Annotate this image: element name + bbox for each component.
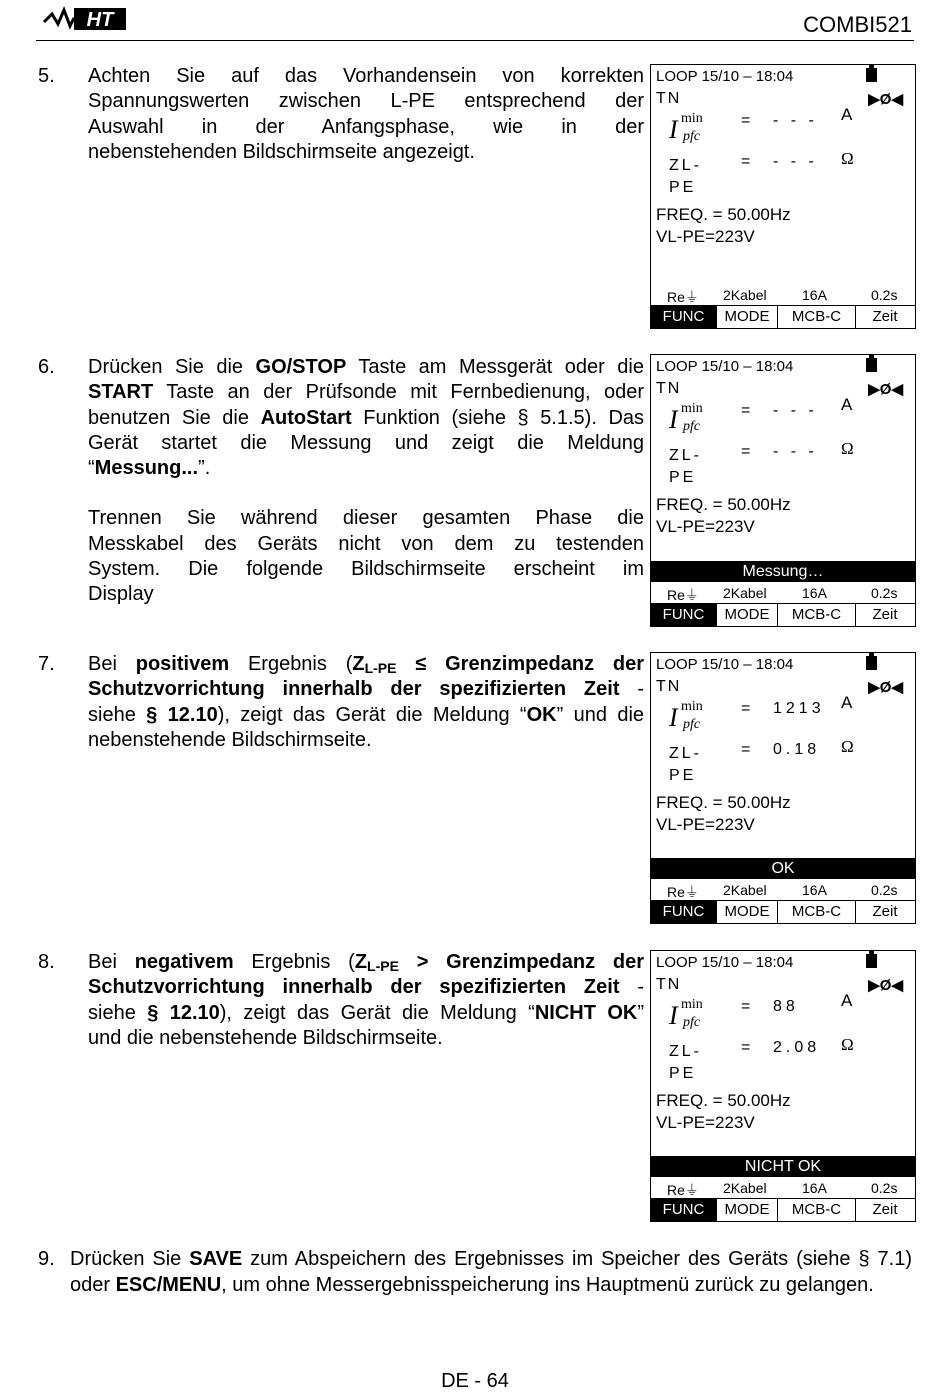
param-earth: Re⏚	[667, 1182, 699, 1198]
text-line: START Taste an der Prüfsonde mit Fernbedienung, oder	[88, 381, 644, 404]
model-name: COMBI521	[803, 12, 912, 37]
svg-text:HT: HT	[86, 9, 114, 31]
zlpe-label: ZL- PE	[669, 745, 702, 784]
text-line: Auswahl in der Anfangsphase, wie in der	[88, 115, 644, 138]
param-earth: Re⏚	[667, 289, 699, 305]
phase-rotation-icon: ▶Ø◀	[868, 381, 903, 398]
param-time: 0.2s	[871, 882, 898, 898]
text-line: siehe § 12.10), zeigt das Gerät die Meldung “NICHT OK”	[88, 1001, 644, 1024]
param-current: 16A	[802, 1180, 827, 1196]
function-key-bar	[651, 1198, 915, 1221]
time-key[interactable]: Zeit	[872, 606, 898, 623]
ipfc-unit: A	[841, 395, 853, 414]
zlpe-unit: Ω	[841, 737, 854, 756]
param-earth: Re⏚	[667, 884, 699, 900]
lcd-screen: LOOP 15/10 – 18:04 TN ▶Ø◀ I min pfc = 88 A ZL- PE = 2.08 Ω FREQ. = 50.00Hz VL-PE=223V NICHT OK Re⏚ 2Kabel 16A 0.2s FUNC MODE MCB-C Zeit	[650, 950, 916, 1222]
screen-header: LOOP 15/10 – 18:04	[656, 954, 794, 971]
param-current: 16A	[802, 287, 827, 303]
param-leads: 2Kabel	[723, 585, 767, 601]
mode-key[interactable]: MODE	[717, 1199, 778, 1221]
voltage-readout: VL-PE=223V	[656, 227, 755, 246]
lcd-screen: LOOP 15/10 – 18:04 TN ▶Ø◀ I min pfc = 1213 A ZL- PE = 0.18 Ω FREQ. = 50.00Hz VL-PE=223V OK Re⏚ 2Kabel 16A 0.2s FUNC MODE MCB-C Zeit	[650, 652, 916, 924]
zlpe-equals: =	[741, 1039, 751, 1056]
step-7	[38, 652, 644, 753]
frequency-readout: FREQ. = 50.00Hz	[656, 205, 791, 224]
ipfc-equals: =	[741, 998, 751, 1015]
zlpe-label: ZL- PE	[669, 157, 702, 196]
step-5	[38, 64, 644, 165]
zlpe-label: ZL- PE	[669, 1043, 702, 1082]
lcd-screen: LOOP 15/10 – 18:04 TN ▶Ø◀ I min pfc = - - - A ZL- PE = - - - Ω FREQ. = 50.00Hz VL-PE=223V Re⏚ 2Kabel 16A 0.2s FUNC MODE MCB-C Zeit	[650, 64, 916, 329]
text-line: Schutzvorrichtung innerhalb der spezifizierten Zeit -	[88, 678, 644, 701]
param-current: 16A	[802, 882, 827, 898]
parameter-row	[651, 880, 915, 901]
battery-icon	[866, 68, 877, 82]
text-line: Schutzvorrichtung innerhalb der spezifizierten Zeit -	[88, 976, 644, 999]
ipfc-unit: A	[841, 105, 853, 124]
text-line: und die nebenstehende Bildschirmseite.	[88, 1026, 443, 1049]
frequency-readout: FREQ. = 50.00Hz	[656, 1091, 791, 1110]
step-number: 8.	[38, 951, 55, 973]
step-9-text: Drücken Sie SAVE zum Abspeichern des Ergebnisses im Speicher des Geräts (siehe § 7.1) oder ESC/MENU, um ohne Messergebnisspeicherung ins Hauptmenü zurück zu gelangen.	[70, 1248, 912, 1296]
zlpe-value: 0.18	[773, 741, 821, 758]
text-line: “Messung...”.	[88, 457, 211, 480]
time-key[interactable]: Zeit	[872, 308, 898, 325]
zlpe-value: 2.08	[773, 1039, 821, 1056]
param-leads: 2Kabel	[723, 882, 767, 898]
phase-rotation-icon: ▶Ø◀	[868, 679, 903, 696]
text-line: Bei negativem Ergebnis ($Z_{L-PE}$ > Grenzimpedanz der	[88, 951, 644, 974]
step-9	[38, 1247, 912, 1298]
param-leads: 2Kabel	[723, 1180, 767, 1196]
ipfc-value: - - -	[773, 402, 818, 419]
param-time: 0.2s	[871, 1180, 898, 1196]
mcb-key[interactable]: MCB-C	[778, 306, 856, 328]
header-rule	[36, 40, 914, 41]
frequency-readout: FREQ. = 50.00Hz	[656, 793, 791, 812]
zlpe-value: - - -	[773, 443, 818, 460]
zlpe-equals: =	[741, 153, 751, 170]
text-line: Trennen Sie während dieser gesamten Phase die	[88, 507, 644, 530]
voltage-readout: VL-PE=223V	[656, 815, 755, 834]
status-message: NICHT OK	[651, 1156, 915, 1177]
text-line: Spannungswerten zwischen L-PE entsprechend der	[88, 90, 644, 113]
screen-header: LOOP 15/10 – 18:04	[656, 358, 794, 375]
battery-icon	[866, 656, 877, 670]
frequency-readout: FREQ. = 50.00Hz	[656, 495, 791, 514]
step-number: 7.	[38, 653, 55, 675]
mcb-key[interactable]: MCB-C	[778, 604, 856, 626]
text-line: Display	[88, 583, 154, 606]
zlpe-value: - - -	[773, 153, 818, 170]
phase-rotation-icon: ▶Ø◀	[868, 977, 903, 994]
ht-logo	[40, 4, 130, 34]
text-line: System. Die folgende Bildschirmseite erscheint im	[88, 558, 644, 581]
system-type: TN	[656, 976, 682, 993]
step-number: 6.	[38, 356, 55, 378]
zlpe-unit: Ω	[841, 439, 854, 458]
mode-key[interactable]: MODE	[717, 901, 778, 923]
mode-key[interactable]: MODE	[717, 604, 778, 626]
step-number: 5.	[38, 65, 55, 87]
screen-header: LOOP 15/10 – 18:04	[656, 656, 794, 673]
func-key[interactable]: FUNC	[651, 1199, 717, 1221]
text-line: Messkabel des Geräts nicht von dem zu testenden	[88, 532, 644, 555]
ipfc-value: - - -	[773, 112, 818, 129]
system-type: TN	[656, 380, 682, 397]
param-earth: Re⏚	[667, 587, 699, 603]
mcb-key[interactable]: MCB-C	[778, 1199, 856, 1221]
status-message: Messung…	[651, 561, 915, 582]
parameter-row	[651, 583, 915, 604]
time-key[interactable]: Zeit	[872, 1201, 898, 1218]
ipfc-unit: A	[841, 991, 853, 1010]
text-line: Achten Sie auf das Vorhandensein von korrekten	[88, 65, 644, 87]
ipfc-value: 88	[773, 998, 799, 1015]
param-time: 0.2s	[871, 585, 898, 601]
lcd-screen: LOOP 15/10 – 18:04 TN ▶Ø◀ I min pfc = - - - A ZL- PE = - - - Ω FREQ. = 50.00Hz VL-PE=223V Messung… Re⏚ 2Kabel 16A 0.2s FUNC MODE MCB-C Zeit	[650, 354, 916, 627]
battery-icon	[866, 954, 877, 968]
ipfc-unit: A	[841, 693, 853, 712]
ipfc-equals: =	[741, 700, 751, 717]
func-key[interactable]: FUNC	[651, 901, 717, 923]
zlpe-equals: =	[741, 741, 751, 758]
mcb-key[interactable]: MCB-C	[778, 901, 856, 923]
function-key-bar	[651, 900, 915, 923]
system-type: TN	[656, 678, 682, 695]
zlpe-label: ZL- PE	[669, 447, 702, 486]
text-line: siehe § 12.10), zeigt das Gerät die Meldung “OK” und die	[88, 703, 645, 726]
text-line: nebenstehenden Bildschirmseite angezeigt.	[88, 140, 475, 163]
parameter-row	[651, 1178, 915, 1199]
ipfc-value: 1213	[773, 700, 825, 717]
step-6	[38, 355, 644, 608]
func-key[interactable]: FUNC	[651, 306, 717, 328]
zlpe-unit: Ω	[841, 149, 854, 168]
mode-key[interactable]: MODE	[717, 306, 778, 328]
voltage-readout: VL-PE=223V	[656, 1113, 755, 1132]
voltage-readout: VL-PE=223V	[656, 517, 755, 536]
step-number: 9.	[38, 1248, 55, 1270]
ipfc-equals: =	[741, 112, 751, 129]
text-line: Gerät startet die Messung und zeigt die Meldung	[88, 431, 644, 454]
battery-icon	[866, 358, 877, 372]
text-line: Drücken Sie die GO/STOP Taste am Messgerät oder die	[88, 356, 644, 378]
param-current: 16A	[802, 585, 827, 601]
system-type: TN	[656, 90, 682, 107]
func-key[interactable]: FUNC	[651, 604, 717, 626]
step-8	[38, 950, 644, 1051]
function-key-bar	[651, 603, 915, 626]
status-message: OK	[651, 858, 915, 879]
function-key-bar	[651, 305, 915, 328]
param-time: 0.2s	[871, 287, 898, 303]
text-line: Bei positivem Ergebnis ($Z_{L-PE}$ ≤ Grenzimpedanz der	[88, 653, 644, 676]
zlpe-unit: Ω	[841, 1035, 854, 1054]
text-line: benutzen Sie die AutoStart Funktion (siehe § 5.1.5). Das	[88, 406, 645, 429]
param-leads: 2Kabel	[723, 287, 767, 303]
page-number: DE - 64	[441, 1370, 509, 1392]
ipfc-equals: =	[741, 402, 751, 419]
screen-header: LOOP 15/10 – 18:04	[656, 68, 794, 85]
phase-rotation-icon: ▶Ø◀	[868, 91, 903, 108]
parameter-row	[651, 285, 915, 306]
text-line: nebenstehende Bildschirmseite.	[88, 728, 372, 751]
time-key[interactable]: Zeit	[872, 903, 898, 920]
zlpe-equals: =	[741, 443, 751, 460]
